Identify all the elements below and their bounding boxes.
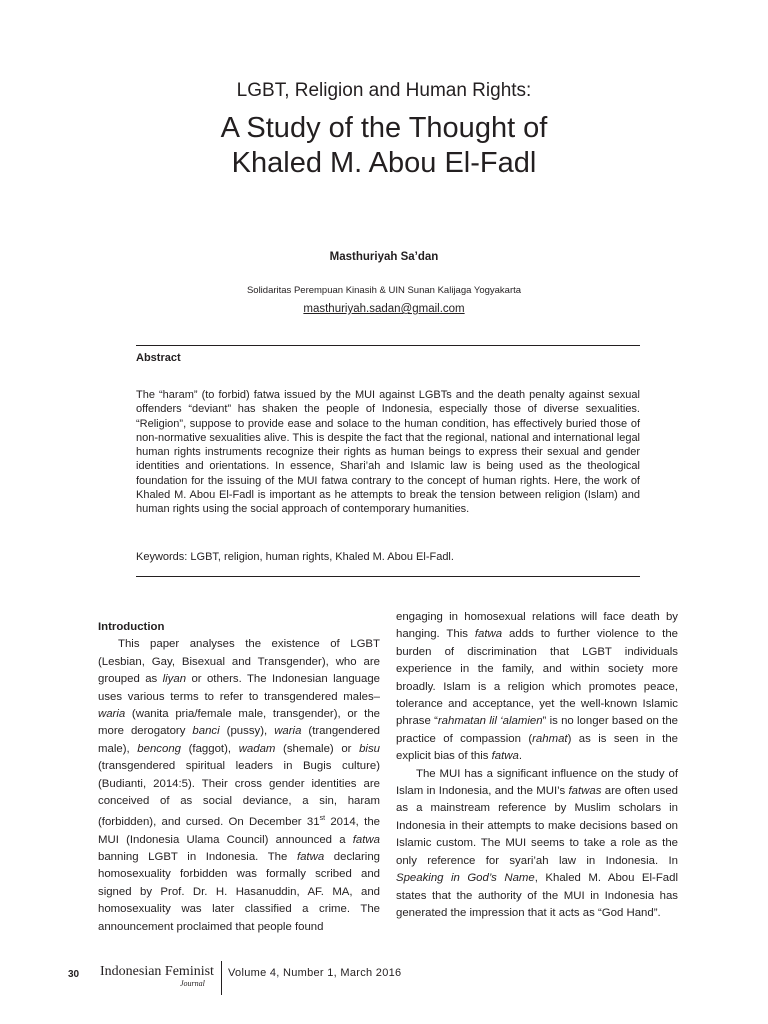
author-email-link[interactable]: masthuriyah.sadan@gmail.com bbox=[303, 303, 465, 315]
section-heading-introduction: Introduction bbox=[98, 621, 165, 633]
body-paragraph: The MUI has a significant influence on the study of Islam in Indonesia, and the MUI’s fatwas are often used as a mainstream reference by Muslim scholars in Indonesia in their attempts to make decisions based on Islamic custom. The MUI seems to take a role as the only reference for syari’ah law in Indonesia. In Speaking in God’s Name, Khaled M. Abou El-Fadl states that the authority of the MUI in Indonesia has generated the impression that it acts as “God Hand”. bbox=[396, 767, 679, 919]
body-column-right bbox=[396, 609, 678, 922]
abstract-heading: Abstract bbox=[136, 352, 181, 364]
keywords: Keywords: LGBT, religion, human rights, Khaled M. Abou El-Fadl. bbox=[136, 551, 454, 563]
page-number: 30 bbox=[68, 969, 80, 980]
body-paragraph: engaging in homosexual relations will face death by hanging. This fatwa adds to further violence to the burden of discrimination that LGBT individuals experience in the family, and within society more broadly. Islam is a religion which promotes peace, tolerance and acceptance, yet the well-known Islamic phrase “rahmatan lil ‘alamien” is no longer based on the practice of compassion (rahmat) as is seen in the explicit bias of this fatwa. bbox=[396, 611, 678, 763]
volume-info: Volume 4, Number 1, March 2016 bbox=[228, 967, 402, 979]
abstract-top-rule bbox=[136, 345, 640, 346]
body-paragraph: This paper analyses the existence of LGBT (Lesbian, Gay, Bisexual and Transgender), who are grouped as liyan or others. The Indonesian language uses various terms to refer to transgendered males–waria (wanita pria/female male, transgender), or the more derogatory banci (pussy), waria (trangendered male), bencong (faggot), wadam (shemale) or bisu (transgendered spiritual leaders in Bugis culture) (Budianti, 2014:5). Their cross gender identities are conceived of as social deviance, a sin, haram (forbidden), and cursed. On December 31st 2014, the MUI (Indonesia Ulama Council) announced a fatwa banning LGBT in Indonesia. The fatwa declaring homosexuality forbidden was formally scribed and signed by Prof. Dr. H. Hasanuddin, AF. MA, and homosexuality was later classified a crime. The announcement proclaimed that people found bbox=[98, 638, 380, 933]
author-affiliation: Solidaritas Perempuan Kinasih & UIN Sunan Kalijaga Yogyakarta bbox=[246, 285, 522, 296]
abstract-bottom-rule bbox=[136, 576, 640, 577]
body-column-left bbox=[98, 619, 380, 936]
abstract-body: The “haram” (to forbid) fatwa issued by the MUI against LGBTs and the death penalty against sexual offenders “deviant” has shaken the people of Indonesia, especially those of diverse sexualities. “Religion”, suppose to provide ease and solace to the human condition, has effectively buried those of non-normative sexualities alive. This is despite the fact that the regional, national and international legal human rights instruments recognize their rights as human beings to express their sexual and gender identities and orientations. In essence, Shari’ah and Islamic law is being used as the theological foundation for the issuing of the MUI fatwa contrary to the concept of human rights. Here, the work of Khaled M. Abou El-Fadl is important as he attempts to break the tension between religion (Islam) and human rights using the social approach of contemporary humanities. bbox=[136, 389, 640, 516]
author-name: Masthuriyah Sa’dan bbox=[329, 251, 439, 263]
article-title-line-2: Khaled M. Abou El-Fadl bbox=[231, 147, 537, 179]
article-pretitle: LGBT, Religion and Human Rights: bbox=[236, 80, 532, 101]
footer-divider bbox=[221, 961, 222, 995]
journal-logo: Indonesian Feminist bbox=[100, 964, 214, 979]
journal-logo-subtitle: Journal bbox=[180, 979, 205, 988]
article-title-line-1: A Study of the Thought of bbox=[220, 112, 548, 144]
